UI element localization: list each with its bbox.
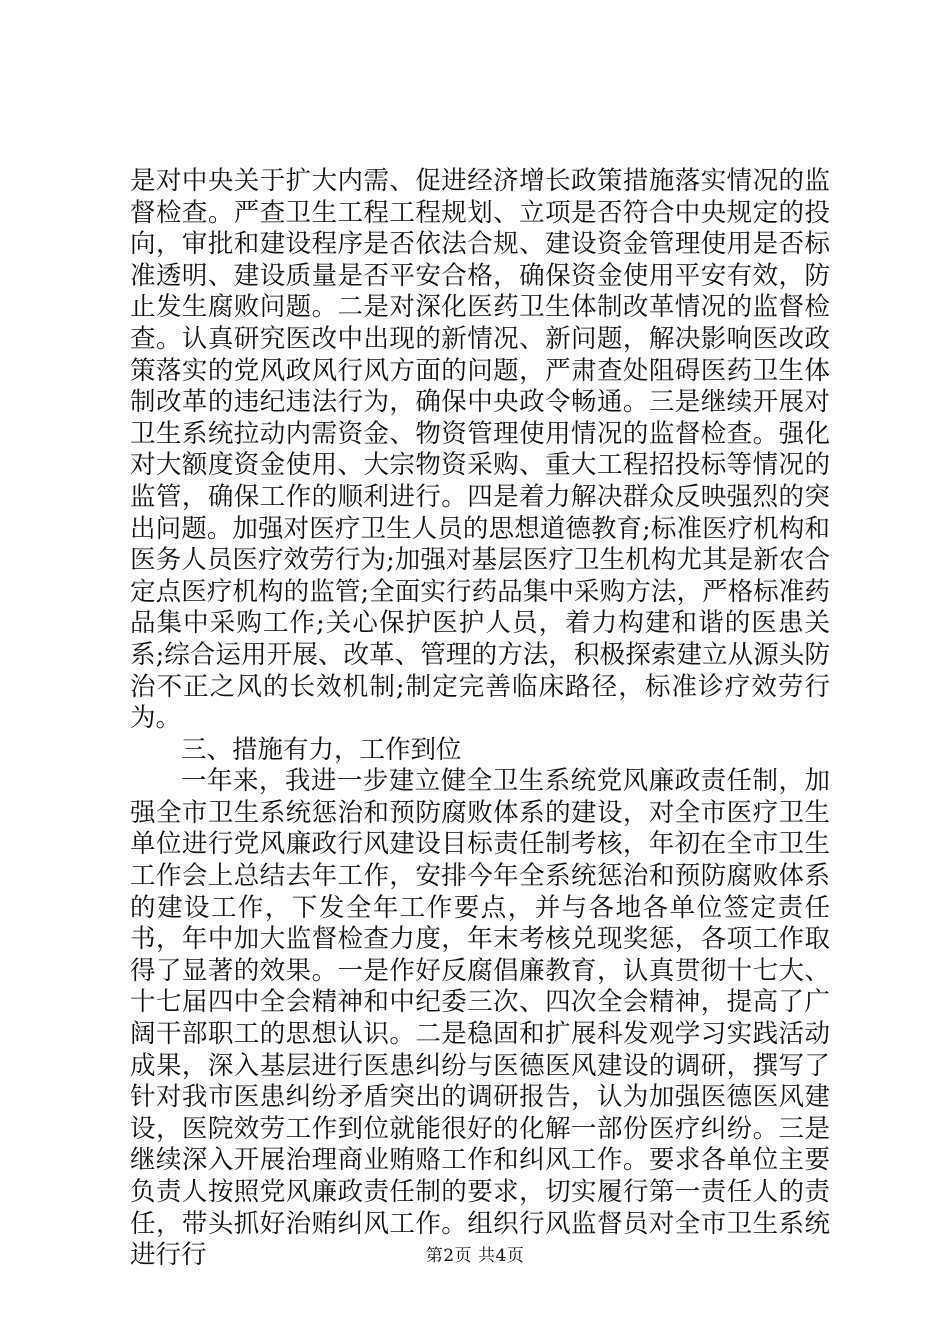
paragraph-section-three: 一年来，我进一步建立健全卫生系统党风廉政责任制，加强全市卫生系统惩治和预防腐败体系的建设，对全市医疗卫生单位进行党风廉政行风建设目标责任制考核，年初在全市卫生工作会上总结去年工作，安排今年全系统惩治和预防腐败体系的建设工作，下发全年工作要点，并与各地各单位签定责任书，年中加大监督检查力度，年末考核兑现奖惩，各项工作取得了显著的效果。一是作好反腐倡廉教育，认真贯彻十七大、十七届四中全会精神和中纪委三次、四次全会精神，提高了广阔干部职工的思想认识。二是稳固和扩展科发观学习实践活动成果，深入基层进行医患纠纷与医德医风建设的调研，撰写了针对我市医患纠纷矛盾突出的调研报告，认为加强医德医风建设，医院效劳工作到位就能很好的化解一部份医疗纠纷。三是继续深入开展治理商业贿赂工作和纠风工作。要求各单位主要负责人按照党风廉政责任制的要求，切实履行第一责任人的责任，带头抓好治贿纠风工作。组织行风监督员对全市卫生系统进行行 <box>130 766 830 1271</box>
paragraph-continuation: 是对中央关于扩大内需、促进经济增长政策措施落实情况的监督检查。严查卫生工程工程规划、立项是否符合中央规定的投向，审批和建设程序是否依法合规、建设资金管理使用是否标准透明、建设质量是否平安合格，确保资金使用平安有效，防止发生腐败问题。二是对深化医药卫生体制改革情况的监督检查。认真研究医改中出现的新情况、新问题，解决影响医改政策落实的党风政风行风方面的问题，严肃查处阻碍医药卫生体制改革的违纪违法行为，确保中央政令畅通。三是继续开展对卫生系统拉动内需资金、物资管理使用情况的监督检查。强化对大额度资金使用、大宗物资采购、重大工程招投标等情况的监管，确保工作的顺利进行。四是着力解决群众反映强烈的突出问题。加强对医疗卫生人员的思想道德教育;标准医疗机构和医务人员医疗效劳行为;加强对基层医疗卫生机构尤其是新农合定点医疗机构的监管;全面实行药品集中采购方法，严格标准药品集中采购工作;关心保护医护人员，着力构建和谐的医患关系;综合运用开展、改革、管理的方法，积极探索建立从源头防治不正之风的长效机制;制定完善临床路径，标准诊疗效劳行为。 <box>130 166 830 734</box>
document-body <box>130 166 830 1272</box>
section-heading: 三、措施有力，工作到位 <box>181 734 462 765</box>
page-footer: 第2页 共4页 <box>425 1246 525 1266</box>
